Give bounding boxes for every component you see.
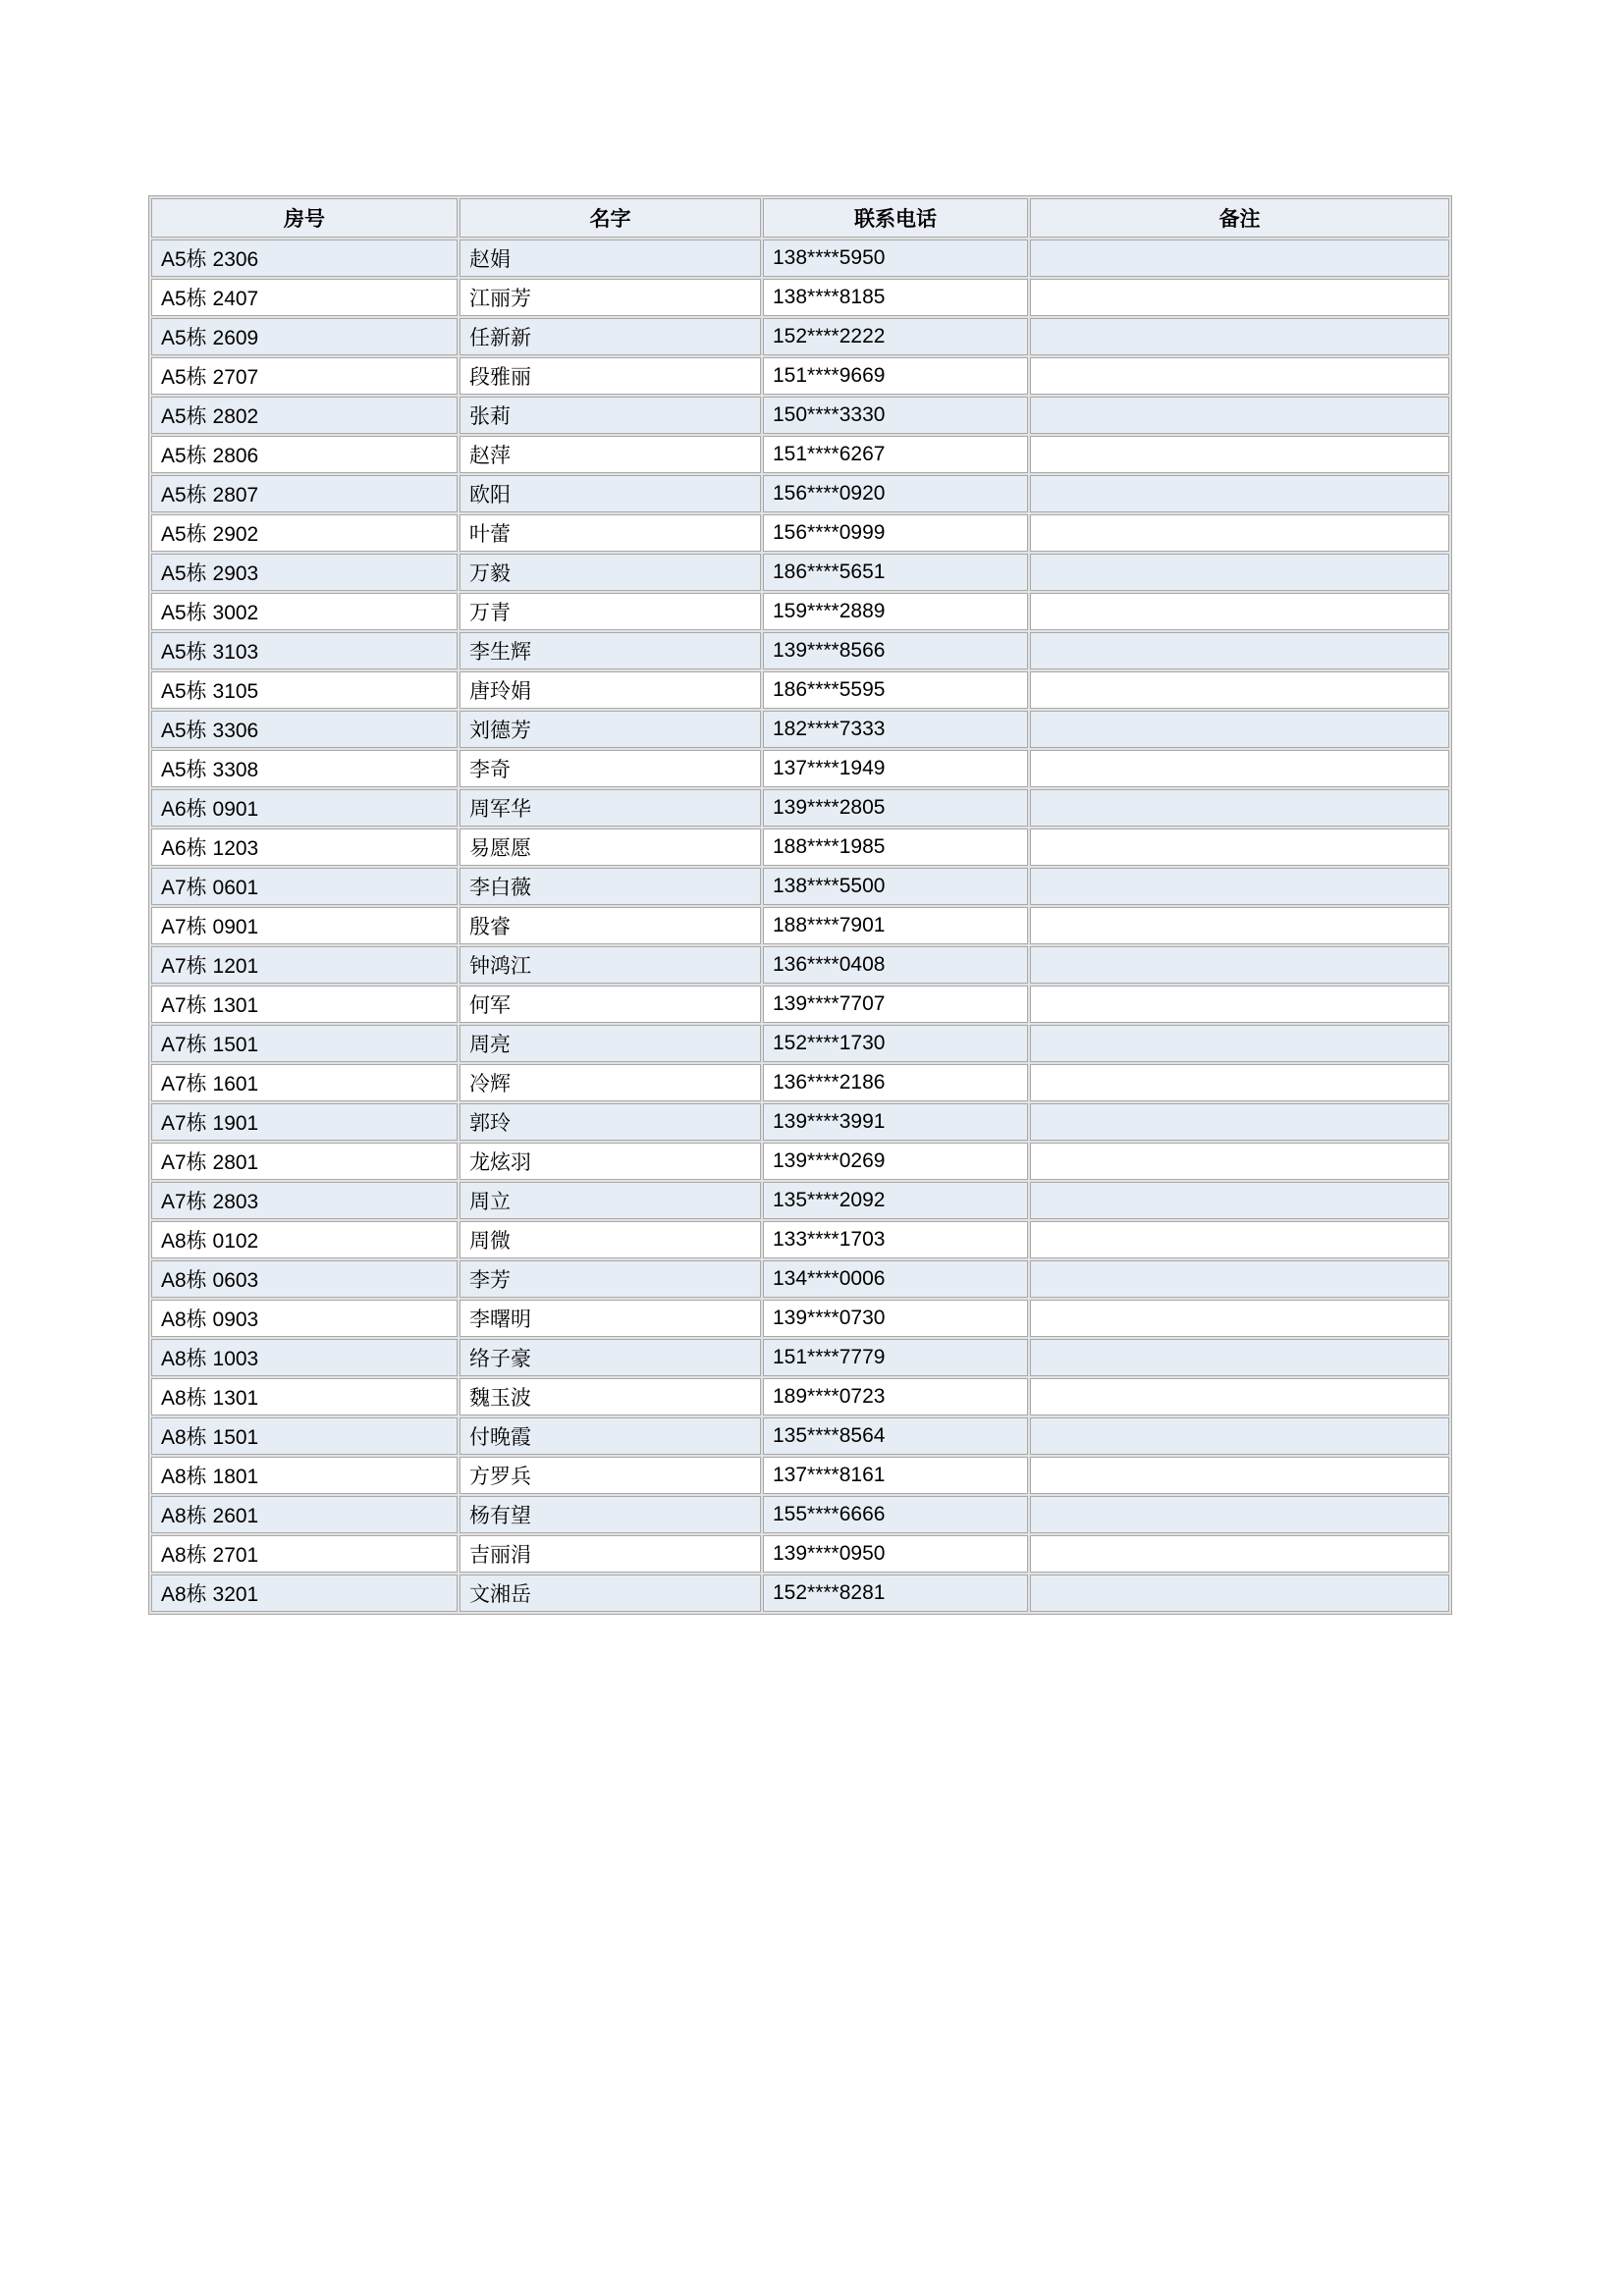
phone-cell: 139****3991 xyxy=(763,1103,1028,1141)
room-cell: A8栋 0102 xyxy=(151,1221,458,1258)
note-cell xyxy=(1030,1417,1449,1455)
note-cell xyxy=(1030,1339,1449,1376)
name-cell: 吉丽涓 xyxy=(460,1535,761,1573)
table-body xyxy=(151,240,1449,1612)
phone-cell: 138****5950 xyxy=(763,240,1028,277)
phone-cell: 182****7333 xyxy=(763,711,1028,748)
phone-cell: 134****0006 xyxy=(763,1260,1028,1298)
table-row xyxy=(151,1300,1449,1337)
phone-cell: 138****8185 xyxy=(763,279,1028,316)
table-row xyxy=(151,1457,1449,1494)
note-cell xyxy=(1030,1535,1449,1573)
note-cell xyxy=(1030,240,1449,277)
note-cell xyxy=(1030,1300,1449,1337)
phone-cell: 150****3330 xyxy=(763,397,1028,434)
phone-cell: 151****7779 xyxy=(763,1339,1028,1376)
phone-cell: 139****0950 xyxy=(763,1535,1028,1573)
room-cell: A5栋 3105 xyxy=(151,671,458,709)
phone-cell: 156****0999 xyxy=(763,514,1028,552)
room-cell: A5栋 3306 xyxy=(151,711,458,748)
note-cell xyxy=(1030,632,1449,669)
phone-cell: 136****0408 xyxy=(763,946,1028,984)
room-cell: A5栋 2707 xyxy=(151,357,458,395)
room-cell: A8栋 0903 xyxy=(151,1300,458,1337)
phone-cell: 138****5500 xyxy=(763,868,1028,905)
name-cell: 钟鸿江 xyxy=(460,946,761,984)
room-cell: A6栋 1203 xyxy=(151,828,458,866)
table-row xyxy=(151,1575,1449,1612)
room-cell: A7栋 1301 xyxy=(151,986,458,1023)
note-cell xyxy=(1030,1221,1449,1258)
phone-cell: 152****1730 xyxy=(763,1025,1028,1062)
note-cell xyxy=(1030,514,1449,552)
name-cell: 易愿愿 xyxy=(460,828,761,866)
note-cell xyxy=(1030,907,1449,944)
name-cell: 李奇 xyxy=(460,750,761,787)
name-cell: 付晚霞 xyxy=(460,1417,761,1455)
table-row xyxy=(151,1496,1449,1533)
table-row xyxy=(151,1417,1449,1455)
note-cell xyxy=(1030,357,1449,395)
name-cell: 龙炫羽 xyxy=(460,1143,761,1180)
phone-cell: 159****2889 xyxy=(763,593,1028,630)
room-cell: A8栋 1501 xyxy=(151,1417,458,1455)
name-cell: 杨有望 xyxy=(460,1496,761,1533)
note-cell xyxy=(1030,1260,1449,1298)
table-row xyxy=(151,868,1449,905)
note-cell xyxy=(1030,593,1449,630)
phone-cell: 135****2092 xyxy=(763,1182,1028,1219)
phone-cell: 139****0730 xyxy=(763,1300,1028,1337)
phone-cell: 152****8281 xyxy=(763,1575,1028,1612)
room-cell: A7栋 1601 xyxy=(151,1064,458,1101)
table-row xyxy=(151,318,1449,355)
note-cell xyxy=(1030,1496,1449,1533)
room-cell: A7栋 1201 xyxy=(151,946,458,984)
table-row xyxy=(151,514,1449,552)
note-cell xyxy=(1030,436,1449,473)
note-cell xyxy=(1030,711,1449,748)
note-cell xyxy=(1030,868,1449,905)
room-cell: A5栋 3002 xyxy=(151,593,458,630)
room-cell: A7栋 1901 xyxy=(151,1103,458,1141)
name-cell: 叶蕾 xyxy=(460,514,761,552)
room-cell: A5栋 3103 xyxy=(151,632,458,669)
table-row xyxy=(151,475,1449,512)
phone-cell: 135****8564 xyxy=(763,1417,1028,1455)
name-cell: 络子豪 xyxy=(460,1339,761,1376)
note-cell xyxy=(1030,554,1449,591)
name-cell: 周亮 xyxy=(460,1025,761,1062)
phone-cell: 137****1949 xyxy=(763,750,1028,787)
room-cell: A5栋 2306 xyxy=(151,240,458,277)
table-row xyxy=(151,397,1449,434)
table-row xyxy=(151,1339,1449,1376)
room-cell: A7栋 1501 xyxy=(151,1025,458,1062)
table-row xyxy=(151,946,1449,984)
name-cell: 李生辉 xyxy=(460,632,761,669)
room-cell: A7栋 2801 xyxy=(151,1143,458,1180)
name-cell: 冷辉 xyxy=(460,1064,761,1101)
name-cell: 任新新 xyxy=(460,318,761,355)
note-cell xyxy=(1030,279,1449,316)
table-row xyxy=(151,357,1449,395)
note-cell xyxy=(1030,1182,1449,1219)
table-row xyxy=(151,1260,1449,1298)
table-row xyxy=(151,1143,1449,1180)
note-cell xyxy=(1030,1103,1449,1141)
table-header-row xyxy=(151,198,1449,238)
contact-table xyxy=(148,195,1452,1615)
phone-cell: 151****9669 xyxy=(763,357,1028,395)
room-cell: A8栋 3201 xyxy=(151,1575,458,1612)
phone-cell: 136****2186 xyxy=(763,1064,1028,1101)
table-row xyxy=(151,593,1449,630)
table-row xyxy=(151,711,1449,748)
name-cell: 赵娟 xyxy=(460,240,761,277)
room-cell: A8栋 2601 xyxy=(151,1496,458,1533)
note-cell xyxy=(1030,986,1449,1023)
phone-cell: 152****2222 xyxy=(763,318,1028,355)
note-cell xyxy=(1030,1025,1449,1062)
table-row xyxy=(151,1221,1449,1258)
name-cell: 唐玲娟 xyxy=(460,671,761,709)
room-cell: A7栋 0601 xyxy=(151,868,458,905)
note-cell xyxy=(1030,1575,1449,1612)
name-cell: 万毅 xyxy=(460,554,761,591)
note-cell xyxy=(1030,671,1449,709)
note-cell xyxy=(1030,1143,1449,1180)
note-cell xyxy=(1030,1457,1449,1494)
note-cell xyxy=(1030,475,1449,512)
room-cell: A5栋 3308 xyxy=(151,750,458,787)
phone-cell: 133****1703 xyxy=(763,1221,1028,1258)
note-cell xyxy=(1030,318,1449,355)
table-row xyxy=(151,1378,1449,1415)
name-cell: 欧阳 xyxy=(460,475,761,512)
table-row xyxy=(151,1182,1449,1219)
name-cell: 李芳 xyxy=(460,1260,761,1298)
room-cell: A5栋 2806 xyxy=(151,436,458,473)
name-cell: 张莉 xyxy=(460,397,761,434)
room-cell: A5栋 2609 xyxy=(151,318,458,355)
table-row xyxy=(151,671,1449,709)
name-cell: 万青 xyxy=(460,593,761,630)
phone-cell: 139****0269 xyxy=(763,1143,1028,1180)
name-cell: 殷睿 xyxy=(460,907,761,944)
room-cell: A7栋 2803 xyxy=(151,1182,458,1219)
phone-cell: 155****6666 xyxy=(763,1496,1028,1533)
note-cell xyxy=(1030,946,1449,984)
table-row xyxy=(151,789,1449,827)
name-cell: 周立 xyxy=(460,1182,761,1219)
table-row xyxy=(151,240,1449,277)
note-cell xyxy=(1030,750,1449,787)
room-cell: A5栋 2902 xyxy=(151,514,458,552)
room-cell: A8栋 1301 xyxy=(151,1378,458,1415)
table-row xyxy=(151,828,1449,866)
table-row xyxy=(151,279,1449,316)
phone-cell: 151****6267 xyxy=(763,436,1028,473)
note-cell xyxy=(1030,397,1449,434)
name-cell: 周微 xyxy=(460,1221,761,1258)
room-cell: A7栋 0901 xyxy=(151,907,458,944)
room-cell: A8栋 1003 xyxy=(151,1339,458,1376)
room-cell: A5栋 2807 xyxy=(151,475,458,512)
table-row xyxy=(151,1025,1449,1062)
room-cell: A5栋 2903 xyxy=(151,554,458,591)
name-cell: 魏玉波 xyxy=(460,1378,761,1415)
table-row xyxy=(151,1535,1449,1573)
phone-cell: 139****7707 xyxy=(763,986,1028,1023)
name-cell: 刘德芳 xyxy=(460,711,761,748)
name-cell: 江丽芳 xyxy=(460,279,761,316)
phone-cell: 139****8566 xyxy=(763,632,1028,669)
name-cell: 何军 xyxy=(460,986,761,1023)
room-cell: A8栋 2701 xyxy=(151,1535,458,1573)
column-header-name: 名字 xyxy=(460,198,761,238)
phone-cell: 186****5595 xyxy=(763,671,1028,709)
name-cell: 文湘岳 xyxy=(460,1575,761,1612)
name-cell: 赵萍 xyxy=(460,436,761,473)
name-cell: 李白薇 xyxy=(460,868,761,905)
note-cell xyxy=(1030,1064,1449,1101)
table-row xyxy=(151,632,1449,669)
column-header-phone: 联系电话 xyxy=(763,198,1028,238)
column-header-note: 备注 xyxy=(1030,198,1449,238)
room-cell: A5栋 2802 xyxy=(151,397,458,434)
table-row xyxy=(151,907,1449,944)
table-row xyxy=(151,1103,1449,1141)
phone-cell: 186****5651 xyxy=(763,554,1028,591)
phone-cell: 189****0723 xyxy=(763,1378,1028,1415)
note-cell xyxy=(1030,1378,1449,1415)
column-header-room: 房号 xyxy=(151,198,458,238)
table-row xyxy=(151,986,1449,1023)
table-row xyxy=(151,1064,1449,1101)
room-cell: A5栋 2407 xyxy=(151,279,458,316)
name-cell: 方罗兵 xyxy=(460,1457,761,1494)
note-cell xyxy=(1030,828,1449,866)
name-cell: 段雅丽 xyxy=(460,357,761,395)
name-cell: 周军华 xyxy=(460,789,761,827)
room-cell: A8栋 1801 xyxy=(151,1457,458,1494)
table-row xyxy=(151,554,1449,591)
phone-cell: 188****7901 xyxy=(763,907,1028,944)
phone-cell: 137****8161 xyxy=(763,1457,1028,1494)
name-cell: 李曙明 xyxy=(460,1300,761,1337)
phone-cell: 156****0920 xyxy=(763,475,1028,512)
table-row xyxy=(151,750,1449,787)
room-cell: A6栋 0901 xyxy=(151,789,458,827)
phone-cell: 188****1985 xyxy=(763,828,1028,866)
room-cell: A8栋 0603 xyxy=(151,1260,458,1298)
table-row xyxy=(151,436,1449,473)
phone-cell: 139****2805 xyxy=(763,789,1028,827)
name-cell: 郭玲 xyxy=(460,1103,761,1141)
note-cell xyxy=(1030,789,1449,827)
